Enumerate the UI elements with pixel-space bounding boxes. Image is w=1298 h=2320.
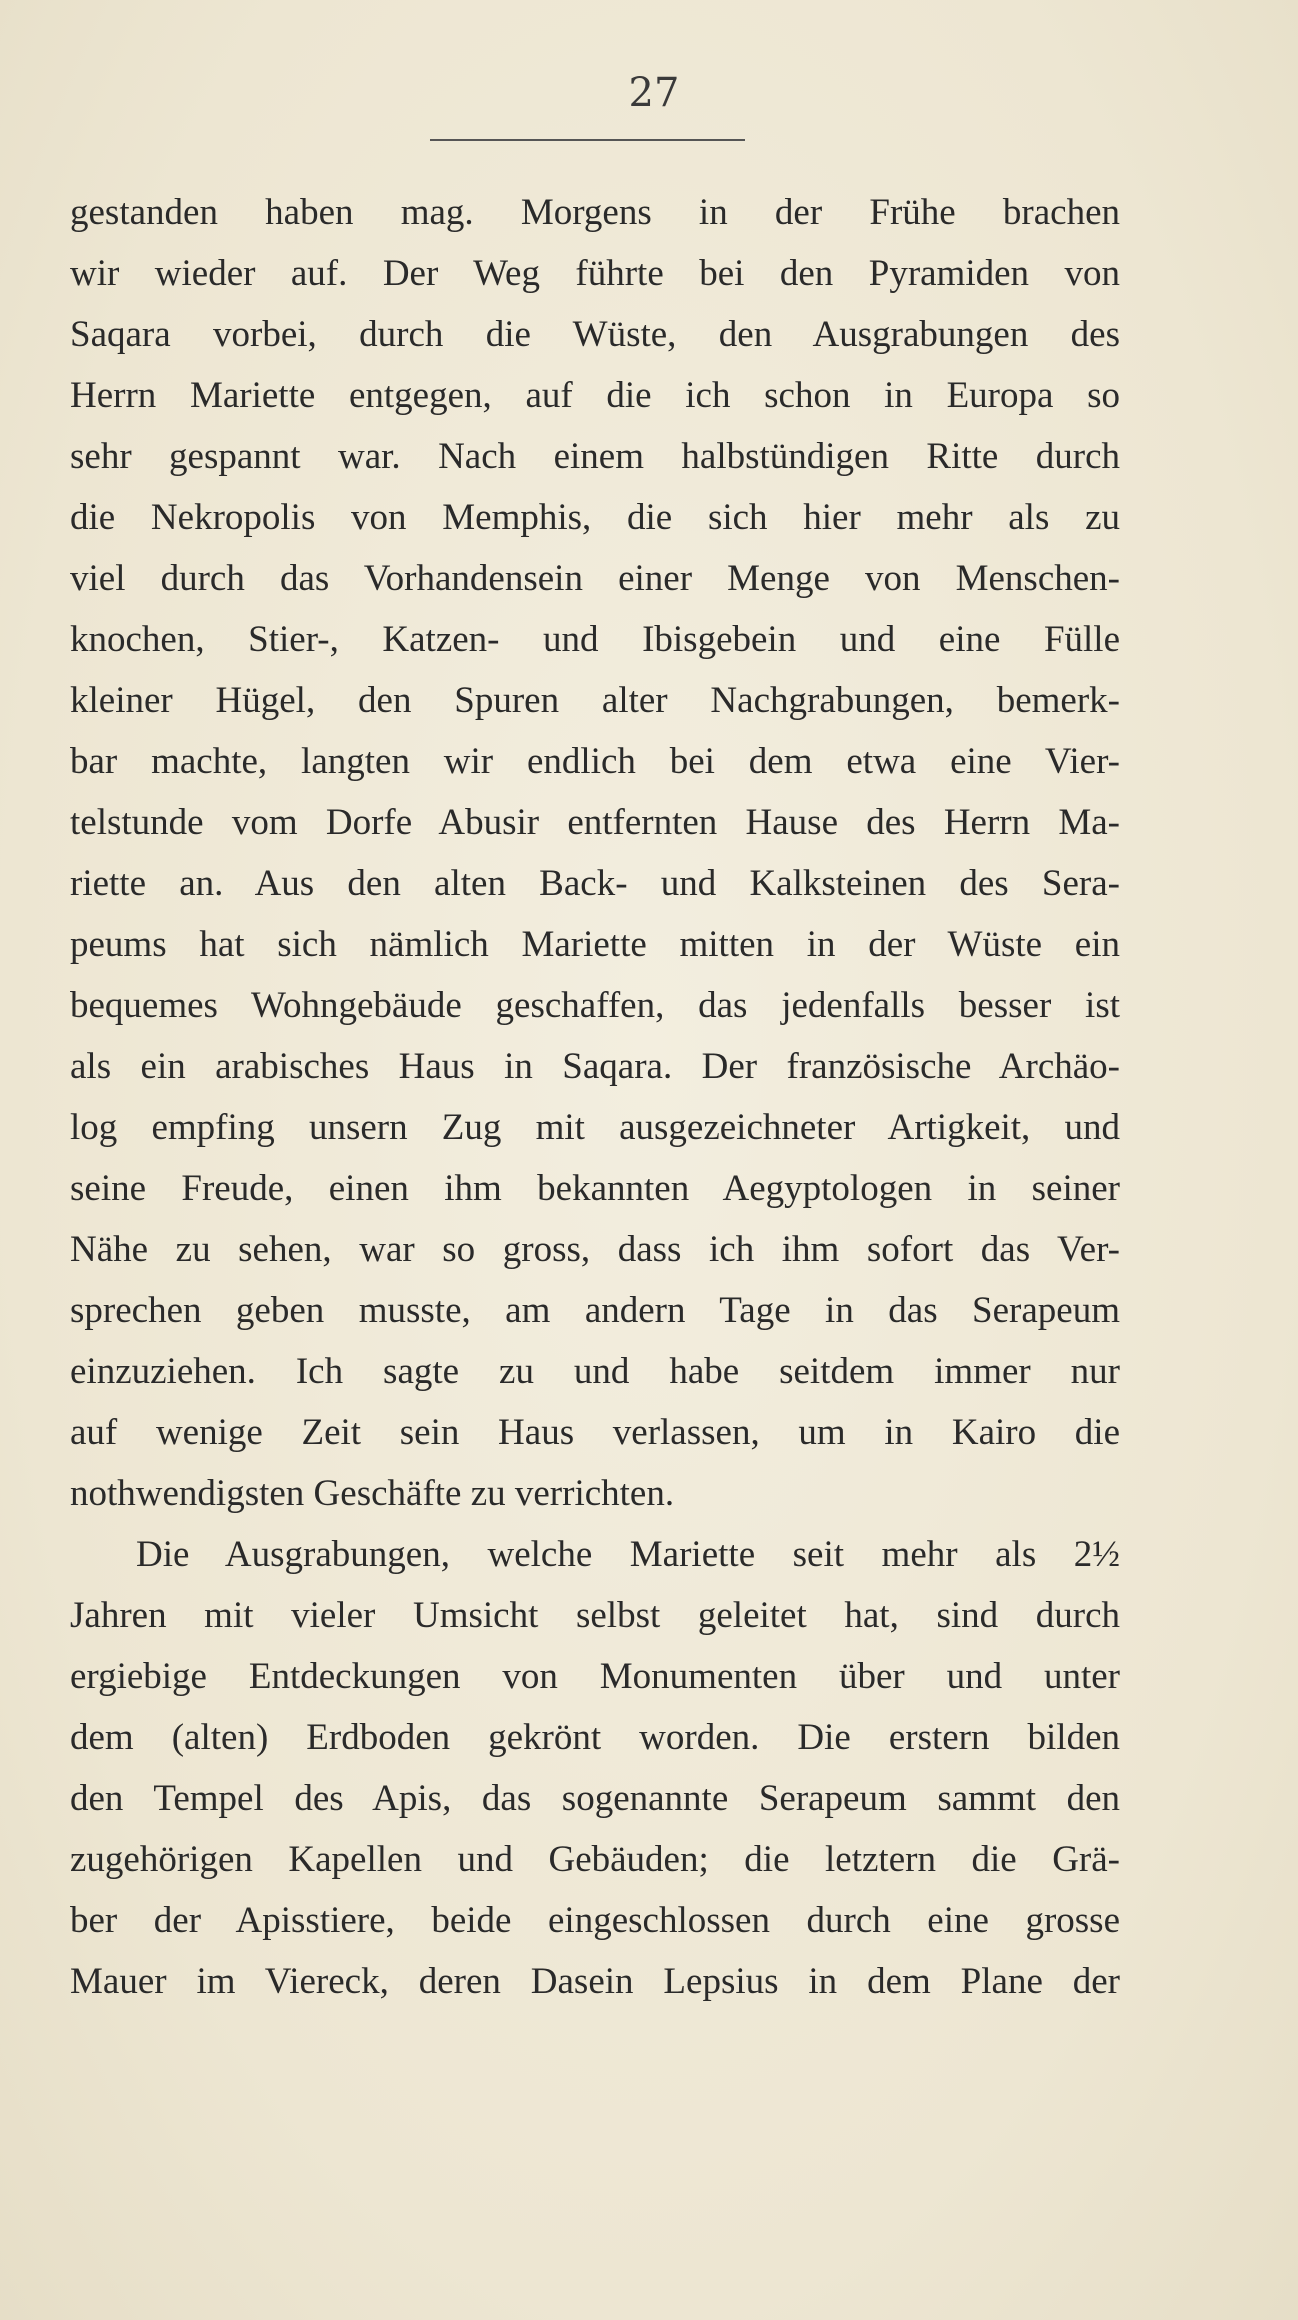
text-line: seine Freude, einen ihm bekannten Aegyptologen in seiner: [70, 1168, 1120, 1209]
text-line: Nähe zu sehen, war so gross, dass ich ihm sofort das Ver-: [70, 1229, 1120, 1270]
text-line: den Tempel des Apis, das sogenannte Serapeum sammt den: [70, 1778, 1120, 1819]
text-line: dem (alten) Erdboden gekrönt worden. Die erstern bilden: [70, 1717, 1120, 1758]
text-line: knochen, Stier-, Katzen- und Ibisgebein und eine Fülle: [70, 619, 1120, 660]
text-line: sprechen geben musste, am andern Tage in das Serapeum: [70, 1290, 1120, 1331]
text-line: die Nekropolis von Memphis, die sich hier mehr als zu: [70, 497, 1120, 538]
text-line: log empfing unsern Zug mit ausgezeichneter Artigkeit, und: [70, 1107, 1120, 1148]
text-line: zugehörigen Kapellen und Gebäuden; die letztern die Grä-: [70, 1839, 1120, 1880]
text-line: einzuziehen. Ich sagte zu und habe seitdem immer nur: [70, 1351, 1120, 1392]
text-line: telstunde vom Dorfe Abusir entfernten Hause des Herrn Ma-: [70, 802, 1120, 843]
text-line: viel durch das Vorhandensein einer Menge von Menschen-: [70, 558, 1120, 599]
text-line: kleiner Hügel, den Spuren alter Nachgrabungen, bemerk-: [70, 680, 1120, 721]
text-line: Herrn Mariette entgegen, auf die ich schon in Europa so: [70, 375, 1120, 416]
page-number: 27: [628, 70, 680, 116]
text-line: sehr gespannt war. Nach einem halbstündigen Ritte durch: [70, 436, 1120, 477]
paragraph-end-line: nothwendigsten Geschäfte zu verrichten.: [70, 1473, 675, 1514]
header-rule: [430, 139, 745, 141]
text-line: gestanden haben mag. Morgens in der Frühe brachen: [70, 192, 1120, 233]
body-text: [70, 182, 1120, 2012]
paragraph-start-line: Die Ausgrabungen, welche Mariette seit mehr als 2½: [136, 1534, 1120, 1575]
text-line: Saqara vorbei, durch die Wüste, den Ausgrabungen des: [70, 314, 1120, 355]
text-line: peums hat sich nämlich Mariette mitten in der Wüste ein: [70, 924, 1120, 965]
text-line: ergiebige Entdeckungen von Monumenten über und unter: [70, 1656, 1120, 1697]
text-line: bar machte, langten wir endlich bei dem etwa eine Vier-: [70, 741, 1120, 782]
text-line: als ein arabisches Haus in Saqara. Der französische Archäo-: [70, 1046, 1120, 1087]
text-line: riette an. Aus den alten Back- und Kalksteinen des Sera-: [70, 863, 1120, 904]
text-line: Jahren mit vieler Umsicht selbst geleitet hat, sind durch: [70, 1595, 1120, 1636]
text-line: Mauer im Viereck, deren Dasein Lepsius in dem Plane der: [70, 1961, 1120, 2002]
text-line: ber der Apisstiere, beide eingeschlossen durch eine grosse: [70, 1900, 1120, 1941]
text-line: bequemes Wohngebäude geschaffen, das jedenfalls besser ist: [70, 985, 1120, 1026]
text-line: auf wenige Zeit sein Haus verlassen, um in Kairo die: [70, 1412, 1120, 1453]
text-line: wir wieder auf. Der Weg führte bei den Pyramiden von: [70, 253, 1120, 294]
